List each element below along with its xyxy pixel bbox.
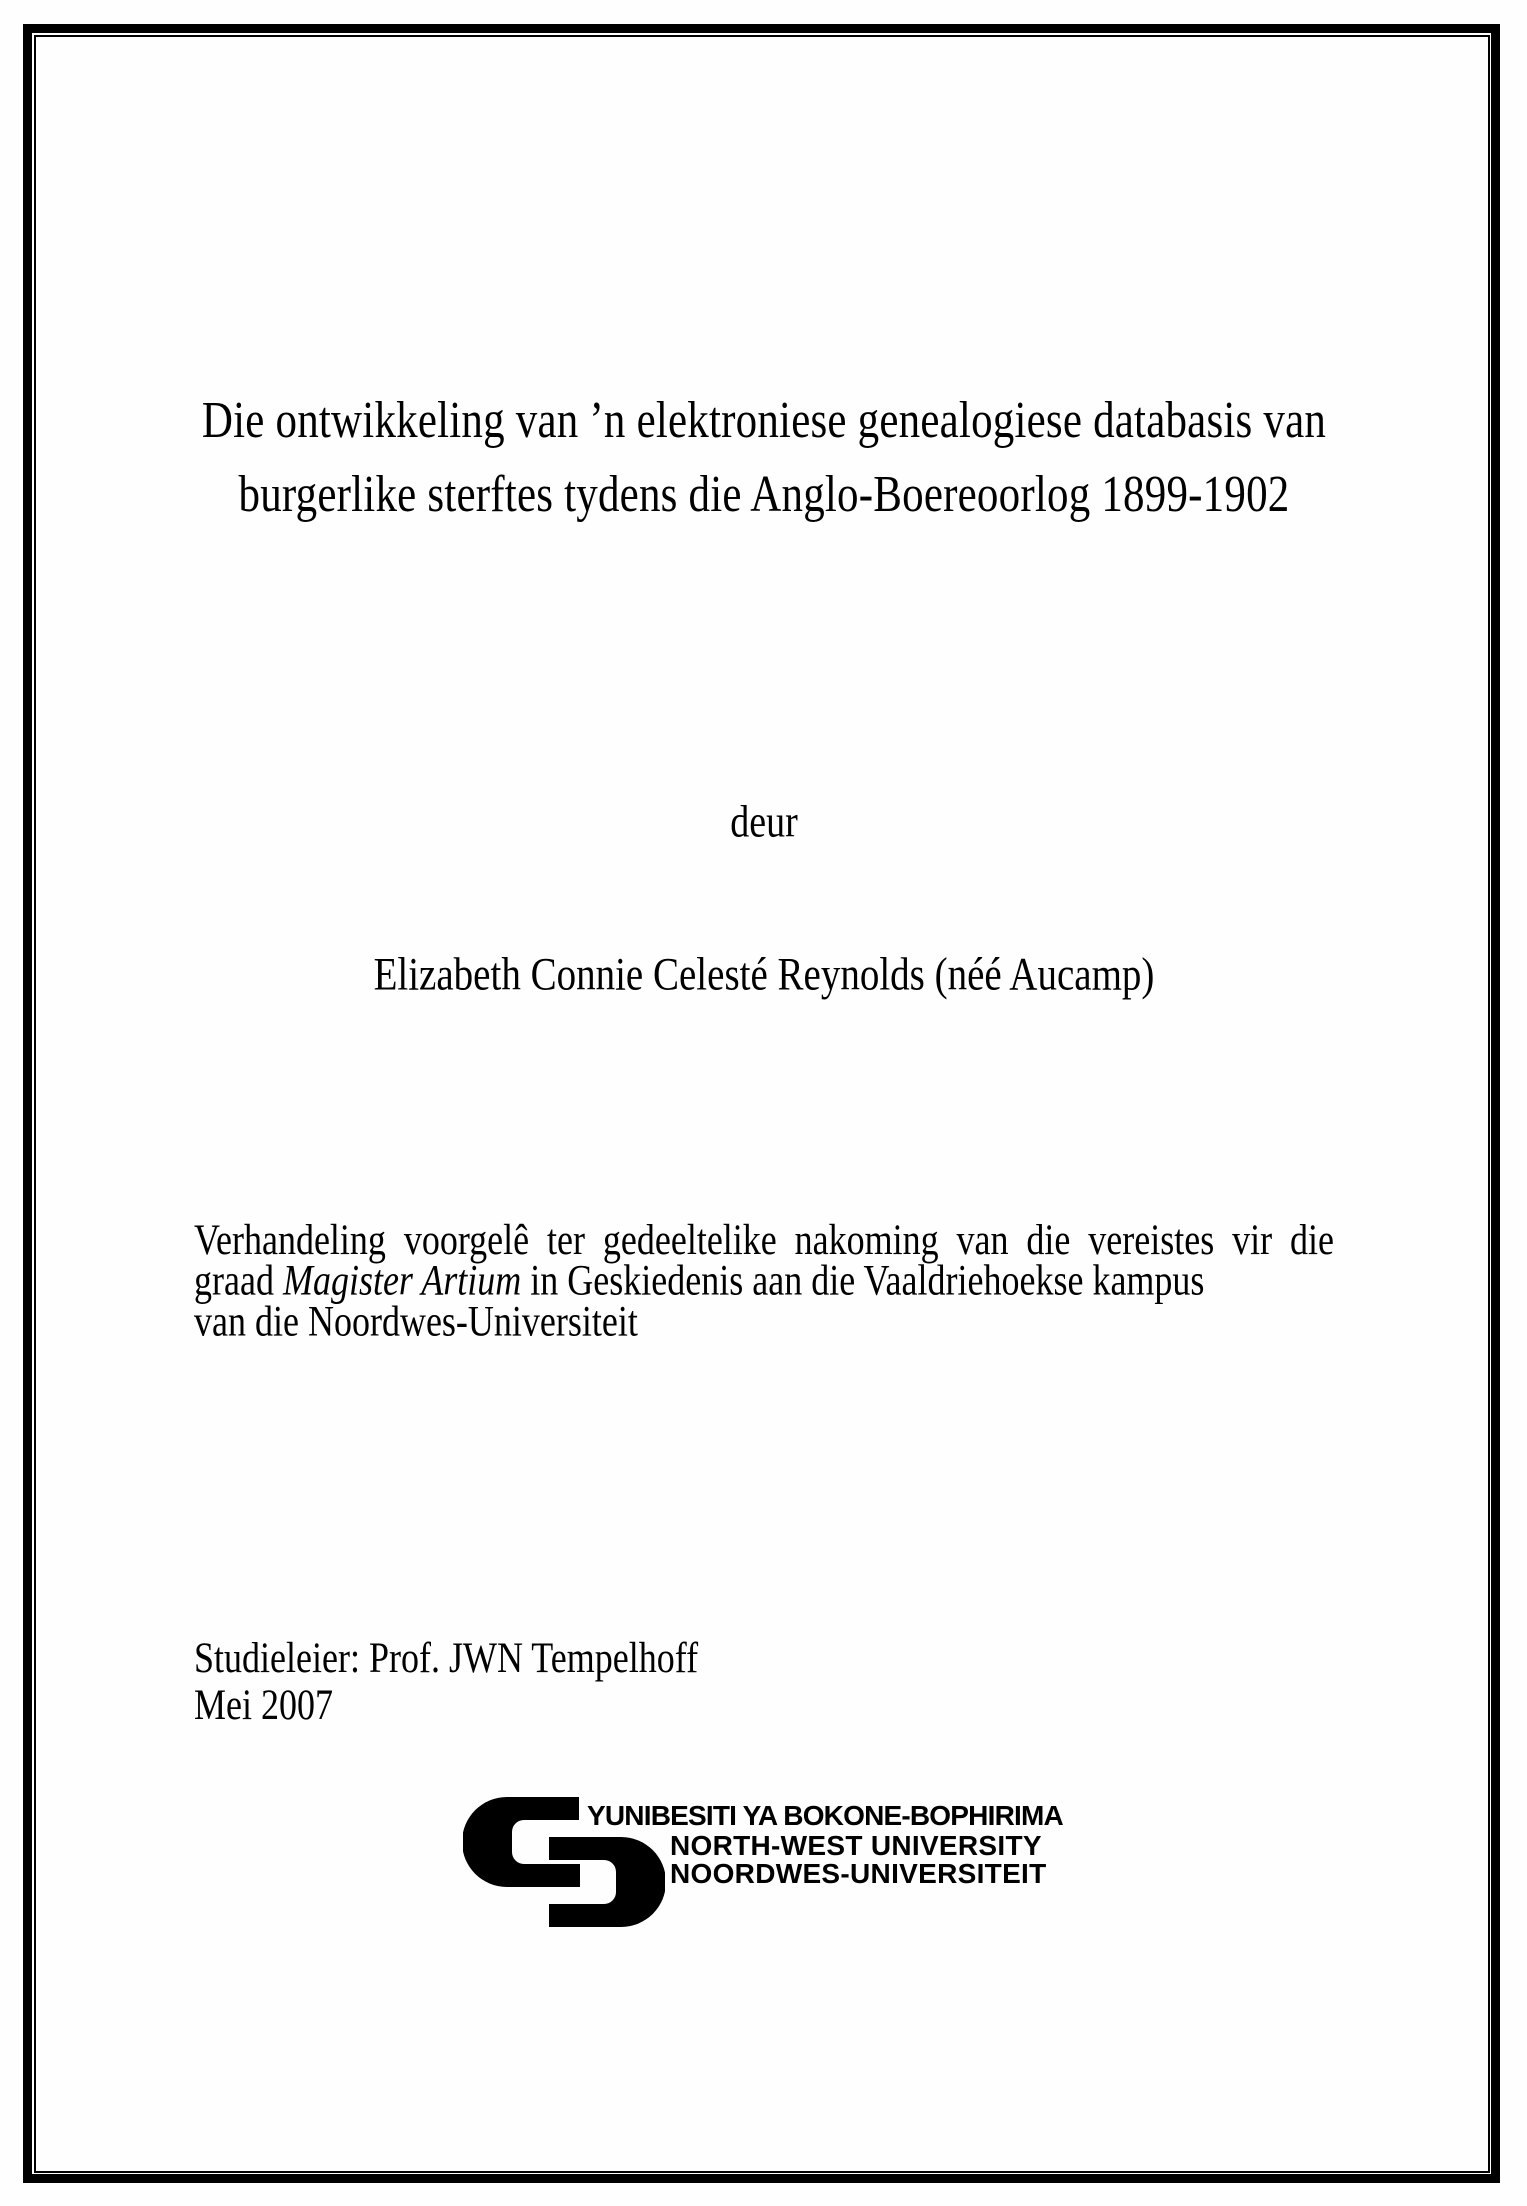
author-name: Elizabeth Connie Celesté Reynolds (néé Aucamp) xyxy=(373,948,1155,1001)
date-line: Mei 2007 xyxy=(194,1680,333,1729)
degree-statement-line1: Verhandeling voorgelê ter gedeeltelike nakoming van die vereistes vir die xyxy=(194,1215,1334,1264)
thesis-title xyxy=(194,384,1334,533)
thesis-title-line2: burgerlike sterftes tydens die Anglo-Boereoorlog 1899-1902 xyxy=(238,466,1290,524)
logo-text-english: NORTH-WEST UNIVERSITY xyxy=(670,1830,1042,1861)
logo-text-afrikaans: NOORDWES-UNIVERSITEIT xyxy=(670,1858,1047,1889)
supervisor-line: Studieleier: Prof. JWN Tempelhoff xyxy=(194,1633,699,1682)
degree-statement-line3: van die Noordwes-Universiteit xyxy=(194,1297,638,1345)
thesis-title-line1: Die ontwikkeling van ’n elektroniese genealogiese databasis van xyxy=(201,392,1327,449)
degree-statement-line2-prefix: graad xyxy=(194,1256,283,1305)
degree-statement-line2-suffix: in Geskiedenis aan die Vaaldriehoekse kampus xyxy=(521,1256,1205,1305)
degree-statement xyxy=(194,1215,1334,1345)
logo-text-setswana: YUNIBESITI YA BOKONE-BOPHIRIMA xyxy=(587,1800,1063,1831)
supervisor-and-date xyxy=(194,1635,1334,1729)
degree-name-italic: Magister Artium xyxy=(282,1256,522,1305)
north-west-university-logo xyxy=(463,1797,1103,1942)
degree-statement-line2 xyxy=(194,1256,1334,1305)
byline: deur xyxy=(730,796,798,848)
